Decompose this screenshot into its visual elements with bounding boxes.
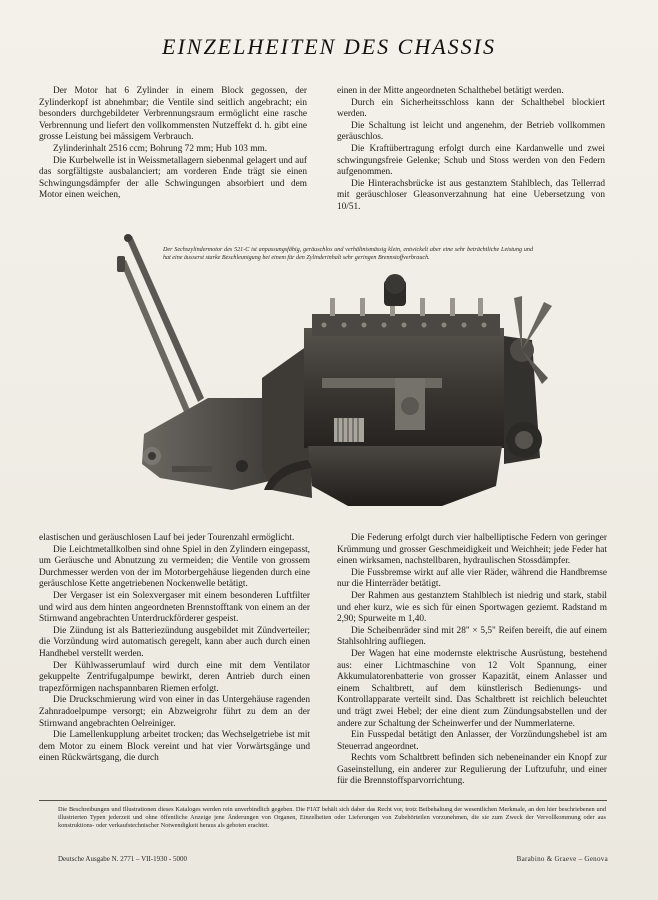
paragraph: Der Motor hat 6 Zylinder in einem Block gegossen, der Zylinderkopf ist abnehmbar; die Ventile sind seitlich angebracht; ein besonders durchgebildeter Verbrennungsraum ermöglicht eine rasche Verbrennung und liefert den vollkommensten Nutzeffekt d. h. gibt eine grosse Leistung bei mässigem Verbrauch. [39, 86, 307, 143]
paragraph: Zylinderinhalt 2516 ccm; Bohrung 72 mm; Hub 103 mm. [53, 143, 268, 154]
edition-note: Deutsche Ausgabe N. 2771 – VII-1930 - 5000 [58, 855, 187, 863]
paragraph: Der Kühlwasserumlauf wird durch eine mit dem Ventilator gekuppelte Zentrifugalpumpe bewirkt, deren Antrieb durch einen trapezförmigen nachspannbaren Riemen erfolgt. [39, 660, 310, 694]
text-column-top-left [39, 86, 307, 202]
photo-caption: Der Sechszylindermotor des 521-C ist anpassungsfähig, geräuschlos und verhältnismässig klein, entwickelt aber eine sehr beträchtliche Leistung und hat eine äusserst starke Beschleunigung bei einem für den Zylinderinhalt sehr geringen Brennstoffverbrauch. [163, 247, 533, 261]
footnote-divider [39, 800, 607, 801]
paragraph: Die Hinterachsbrücke ist aus gestanztem Stahlblech, das Tellerrad mit geräuschloser Gleasonverzahnung hat eine Uebersetzung von 10/51. [337, 178, 605, 212]
paragraph: Die Druckschmierung wird von einer in das Untergehäuse ragenden Zahnradoelpumpe versorgt; ein Abzweigrohr führt zu dem an der Stirnwand angebrachten Oelreiniger. [39, 695, 310, 729]
paragraph: Die Fussbremse wirkt auf alle vier Räder, während die Handbremse nur die Hinterräder betätigt. [337, 567, 607, 590]
paragraph: Die Lamellenkupplung arbeitet trocken; das Wechselgetriebe ist mit dem Motor zu einem Block vereint und hat vier Vorwärtsgänge und einen Rückwärtsgang, die durch [39, 730, 310, 764]
paragraph: Die Kraftübertragung erfolgt durch eine Kardanwelle und zwei schwingungsfreie Gelenke; Schub und Stoss werden von den Federn aufgenommen. [337, 143, 605, 178]
paragraph: Ein Fusspedal betätigt den Anlasser, der Vorzündungshebel ist am Steuerrad angeordnet. [337, 730, 607, 752]
paragraph: Die Leichtmetallkolben sind ohne Spiel in den Zylindern eingepasst, um Geräusche und Abnutzung zu vermeiden; die Ventile von grossem Durchmesser werden von der im Motorbergehäuse liegenden durch eine geräuschlose Kette angetriebenen Nockenwelle betätigt. [39, 544, 310, 590]
paragraph: Die Scheibenräder sind mit 28" × 5,5" Reifen bereift, die auf einem Stahlsohlring aufliegen. [337, 625, 607, 648]
paragraph: Durch ein Sicherheitsschloss kann der Schalthebel blockiert werden. [337, 97, 605, 120]
disclaimer-footnote: Die Beschreibungen und Illustrationen dieses Kataloges werden rein unverbindlich gegeben. Die FIAT behält sich daher das Recht vor, trotz Beibehaltung der wesentlichen Merkmale, an den hier beschriebenen und illustrierten Typen jederzeit und ohne öffentliche Anzeige jene Änderungen von Organen, Einzelheiten oder Lieferungen von Zubehörteilen vorzunehmen, die sie zum Zweck der Vervollkommung oder aus konstruktions- oder verkaufstechnischer Notwendigkeit heraus als geboten erachtet. [58, 806, 606, 830]
paragraph: Der Rahmen aus gestanztem Stahlblech ist niedrig und stark, stabil und eher kurz, wie es sich für einen Sportwagen geziemt. Radstand m 2,90; Spurweite m 1,40. [337, 590, 607, 625]
text-column-bottom-right [337, 533, 607, 788]
text-column-top-right [337, 86, 605, 214]
paragraph: einen in der Mitte angeordneten Schalthebel betätigt werden. [337, 86, 564, 96]
paragraph: elastischen und geräuschlosen Lauf bei jeder Tourenzahl ermöglicht. [39, 533, 295, 543]
page-title: EINZELHEITEN DES CHASSIS [162, 34, 496, 59]
engine-photo [112, 228, 554, 526]
paragraph: Die Federung erfolgt durch vier halbelliptische Federn von geringer Krümmung und grosser Geschmeidigkeit und Weichheit; jede Feder hat einen wirksamen, nachstellbaren, hydraulischen Stossdämpfer. [337, 533, 607, 567]
paragraph: Rechts vom Schaltbrett befinden sich nebeneinander ein Knopf zur Gaseinstellung, ein anderer zur Regulierung der Luftzufuhr, und einer für die Brennstoffsparvorrichtung. [337, 753, 607, 787]
paragraph: Der Vergaser ist ein Solexvergaser mit einem besonderen Luftfilter und wird aus dem hinten angeordneten Brennstofftank von einem an der Stirnwand angebrachten Unterdruckförderer gespeist. [39, 590, 310, 625]
paragraph: Der Wagen hat eine modernste elektrische Ausrüstung, bestehend aus: einer Lichtmaschine von 12 Volt Spannung, einer Akkumulatorenbatterie von grosser Kapazität, einem Anlasser und einem Schaltbrett, auf dem künstlerisch Bedienungs- und Kontrollapparate verteilt sind. Das Schaltbrett ist reichlich beleuchtet und trägt zwei Hebel; der eine dient zum Zündungsabstellen und der andere zur Schaltung der Scheinwerfer und der Nummerlaterne. [337, 648, 607, 729]
printer-credit: Barabino & Graeve – Genova [516, 855, 608, 863]
text-column-bottom-left [39, 533, 310, 765]
paragraph: Die Kurbelwelle ist in Weissmetallagern siebenmal gelagert und auf das sorgfältigste ausbalanciert; am vorderen Ende trägt sie einen Schwingungsdämpfer der alle Schwingungen absorbiert und dem Motor einen weichen, [39, 155, 307, 201]
paragraph: Die Zündung ist als Batteriezündung ausgebildet mit Zündverteiler; die Vorzündung wird automatisch geregelt, kann aber auch durch einen Handhebel verstellt werden. [39, 625, 310, 659]
paragraph: Die Schaltung ist leicht und angenehm, der Betrieb vollkommen geräuschlos. [337, 120, 605, 143]
